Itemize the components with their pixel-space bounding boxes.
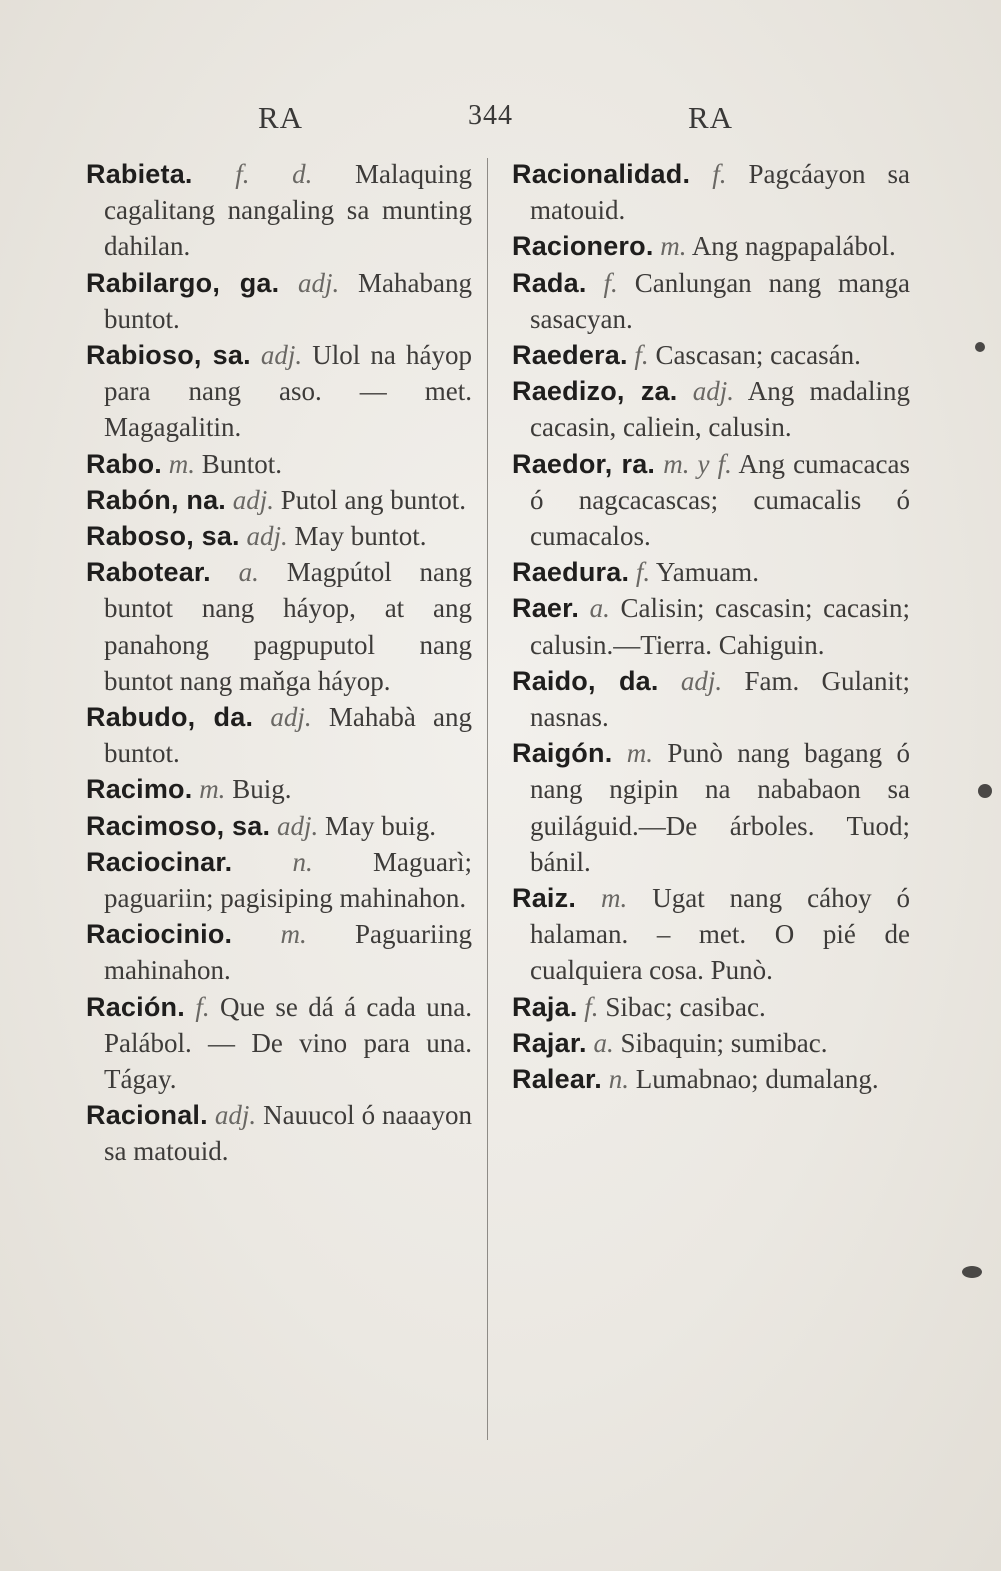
dictionary-entry <box>512 446 910 555</box>
entry-definition: May buig. <box>324 810 436 841</box>
entry-grammar: adj. <box>246 521 288 552</box>
dictionary-entry <box>512 590 910 662</box>
entry-headword: Raer. <box>512 593 580 624</box>
entry-headword: Raigón. <box>512 738 613 769</box>
dictionary-entry <box>512 373 910 445</box>
entry-headword: Ración. <box>86 991 185 1022</box>
entry-headword: Rajar. <box>512 1027 587 1058</box>
entry-definition: Lumabnao; dumalang. <box>635 1064 879 1095</box>
entry-definition: May buntot. <box>294 521 427 552</box>
entry-headword: Racimo. <box>86 774 193 805</box>
entry-grammar: f. <box>584 991 599 1022</box>
entry-headword: Rabioso, sa. <box>86 340 251 371</box>
entry-headword: Rabotear. <box>86 557 211 588</box>
entry-headword: Raja. <box>512 991 578 1022</box>
entry-definition: Ang madaling cacasin, caliein, calusin. <box>530 376 910 443</box>
entry-grammar: adj. <box>232 484 275 515</box>
right-column <box>512 156 910 1097</box>
entry-grammar: f. <box>634 340 649 371</box>
dictionary-entry <box>86 482 472 518</box>
entry-definition: Pagcáayon sa matouid. <box>530 159 910 226</box>
entry-definition: Canlungan nang manga sasacyan. <box>530 267 911 334</box>
entry-definition: Ugat nang cáhoy ó halaman. – met. O pié de cualquiera cosa. Punò. <box>530 883 911 986</box>
entry-grammar: adj. <box>214 1100 257 1131</box>
dictionary-entry <box>86 446 472 482</box>
dictionary-entry <box>86 771 472 807</box>
dictionary-entry <box>86 265 472 337</box>
dictionary-entry <box>512 554 910 590</box>
binding-hole-icon <box>975 342 985 352</box>
dictionary-entry <box>86 554 472 699</box>
entry-definition: Ang nagpapalábol. <box>691 231 896 262</box>
dictionary-entry <box>512 1025 910 1061</box>
entry-definition: Fam. Gulanit; nasnas. <box>530 665 911 733</box>
entry-headword: Rabieta. <box>86 159 193 189</box>
entry-grammar: a. <box>238 557 259 588</box>
entry-grammar: f. d. <box>235 159 313 189</box>
entry-headword: Rabudo, da. <box>86 702 254 733</box>
header-right-guide-word: RA <box>688 100 734 135</box>
entry-definition: Sibac; casibac. <box>605 991 766 1022</box>
entry-headword: Rabilargo, ga. <box>86 267 280 298</box>
dictionary-entry <box>86 518 472 554</box>
entry-headword: Raiz. <box>512 883 577 914</box>
column-divider <box>487 158 488 1440</box>
entry-grammar: a. <box>593 1027 614 1058</box>
dictionary-entry <box>86 844 472 916</box>
entry-grammar: adj. <box>276 810 319 841</box>
entry-definition: Sibaquin; sumibac. <box>620 1027 828 1058</box>
dictionary-entry <box>512 663 910 735</box>
entry-grammar: f. <box>603 267 618 298</box>
entry-headword: Raedizo, za. <box>512 376 678 407</box>
entry-headword: Raedura. <box>512 557 630 588</box>
binding-hole-icon <box>978 784 992 798</box>
entry-grammar: adj. <box>270 702 312 733</box>
entry-grammar: m. <box>660 231 687 262</box>
entry-grammar: m. <box>280 919 307 950</box>
entry-headword: Rabo. <box>86 448 163 479</box>
entry-grammar: adj. <box>680 665 723 696</box>
entry-grammar: n. <box>292 846 313 877</box>
page-number: 344 <box>468 100 513 131</box>
entry-grammar: f. <box>635 557 651 588</box>
entry-grammar: adj. <box>298 267 340 298</box>
dictionary-entry <box>512 1061 910 1097</box>
entry-definition: Buntot. <box>201 448 283 479</box>
header-left-guide-word: RA <box>258 100 304 135</box>
entry-definition: Que se dá á cada una. Palábol. — De vino para una. Tágay. <box>104 991 473 1095</box>
entry-definition: Maguarì; paguariin; pagisiping mahinahon. <box>104 846 473 914</box>
entry-grammar: m. <box>601 883 628 914</box>
dictionary-entry <box>86 989 472 1098</box>
entry-grammar: n. <box>608 1064 629 1095</box>
entry-definition: Ulol na háyop para nang aso. — met. Magagalitin. <box>104 340 472 443</box>
dictionary-entry <box>512 880 910 989</box>
dictionary-entry <box>86 156 472 265</box>
dictionary-entry <box>86 1097 472 1169</box>
entry-grammar: f. <box>712 159 727 189</box>
entry-definition: Mahabà ang buntot. <box>104 702 473 769</box>
entry-grammar: m. <box>199 774 226 805</box>
entry-headword: Rada. <box>512 267 587 298</box>
entry-headword: Raciocinar. <box>86 846 233 877</box>
entry-definition: Putol ang buntot. <box>280 484 467 515</box>
entry-headword: Racional. <box>86 1100 208 1131</box>
entry-definition: Punò nang bagang ó nang ngipin na nababaon sa guiláguid.—De árboles. Tuod; bánil. <box>530 738 910 877</box>
dictionary-entry <box>86 916 472 988</box>
dictionary-entry <box>86 337 472 446</box>
entry-headword: Racionalidad. <box>512 159 691 189</box>
entry-grammar: a. <box>589 593 610 624</box>
entry-headword: Raedor, ra. <box>512 448 656 479</box>
entry-grammar: adj. <box>692 376 734 407</box>
dictionary-entry <box>512 735 910 880</box>
entry-definition: Ang cumacacas ó nagcacascas; cumacalis ó cumacalos. <box>530 448 910 552</box>
entry-headword: Ralear. <box>512 1064 602 1095</box>
entry-grammar: m. <box>626 738 654 769</box>
dictionary-entry <box>512 337 910 373</box>
entry-headword: Racimoso, sa. <box>86 810 271 841</box>
entry-grammar: f. <box>195 991 210 1022</box>
entry-definition: Calisin; cascasin; cacasin; calusin.—Tierra. Cahiguin. <box>530 593 911 660</box>
dictionary-entry <box>86 808 472 844</box>
entry-definition: Mahabang buntot. <box>104 267 473 334</box>
page-header <box>0 100 1001 140</box>
entry-headword: Racionero. <box>512 231 654 262</box>
entry-grammar: m. y f. <box>663 448 732 479</box>
entry-headword: Raedera. <box>512 340 628 371</box>
entry-definition: Yamuam. <box>655 557 759 588</box>
dictionary-entry <box>512 989 910 1025</box>
entry-definition: Malaquing cagalitang nangaling sa munting dahilan. <box>104 159 472 262</box>
entry-definition: Magpútol nang buntot nang háyop, at ang panahong pagpuputol nang buntot nang maňga háyop. <box>104 557 473 696</box>
entry-definition: Nauucol ó naaayon sa matouid. <box>104 1100 473 1167</box>
entry-headword: Raciocinio. <box>86 919 233 950</box>
entry-definition: Cascasan; cacasán. <box>655 340 861 371</box>
entry-headword: Rabón, na. <box>86 484 227 515</box>
entry-headword: Raido, da. <box>512 665 659 696</box>
entry-grammar: m. <box>168 448 196 479</box>
entry-grammar: adj. <box>260 340 303 371</box>
dictionary-entry <box>512 265 910 337</box>
dictionary-entry <box>512 228 910 264</box>
entry-headword: Raboso, sa. <box>86 521 240 552</box>
dictionary-entry <box>86 699 472 771</box>
entry-definition: Buig. <box>232 774 292 805</box>
binding-hole-icon <box>962 1266 982 1278</box>
entry-definition: Paguariing mahinahon. <box>104 919 472 986</box>
left-column <box>86 156 472 1170</box>
dictionary-entry <box>512 156 910 228</box>
